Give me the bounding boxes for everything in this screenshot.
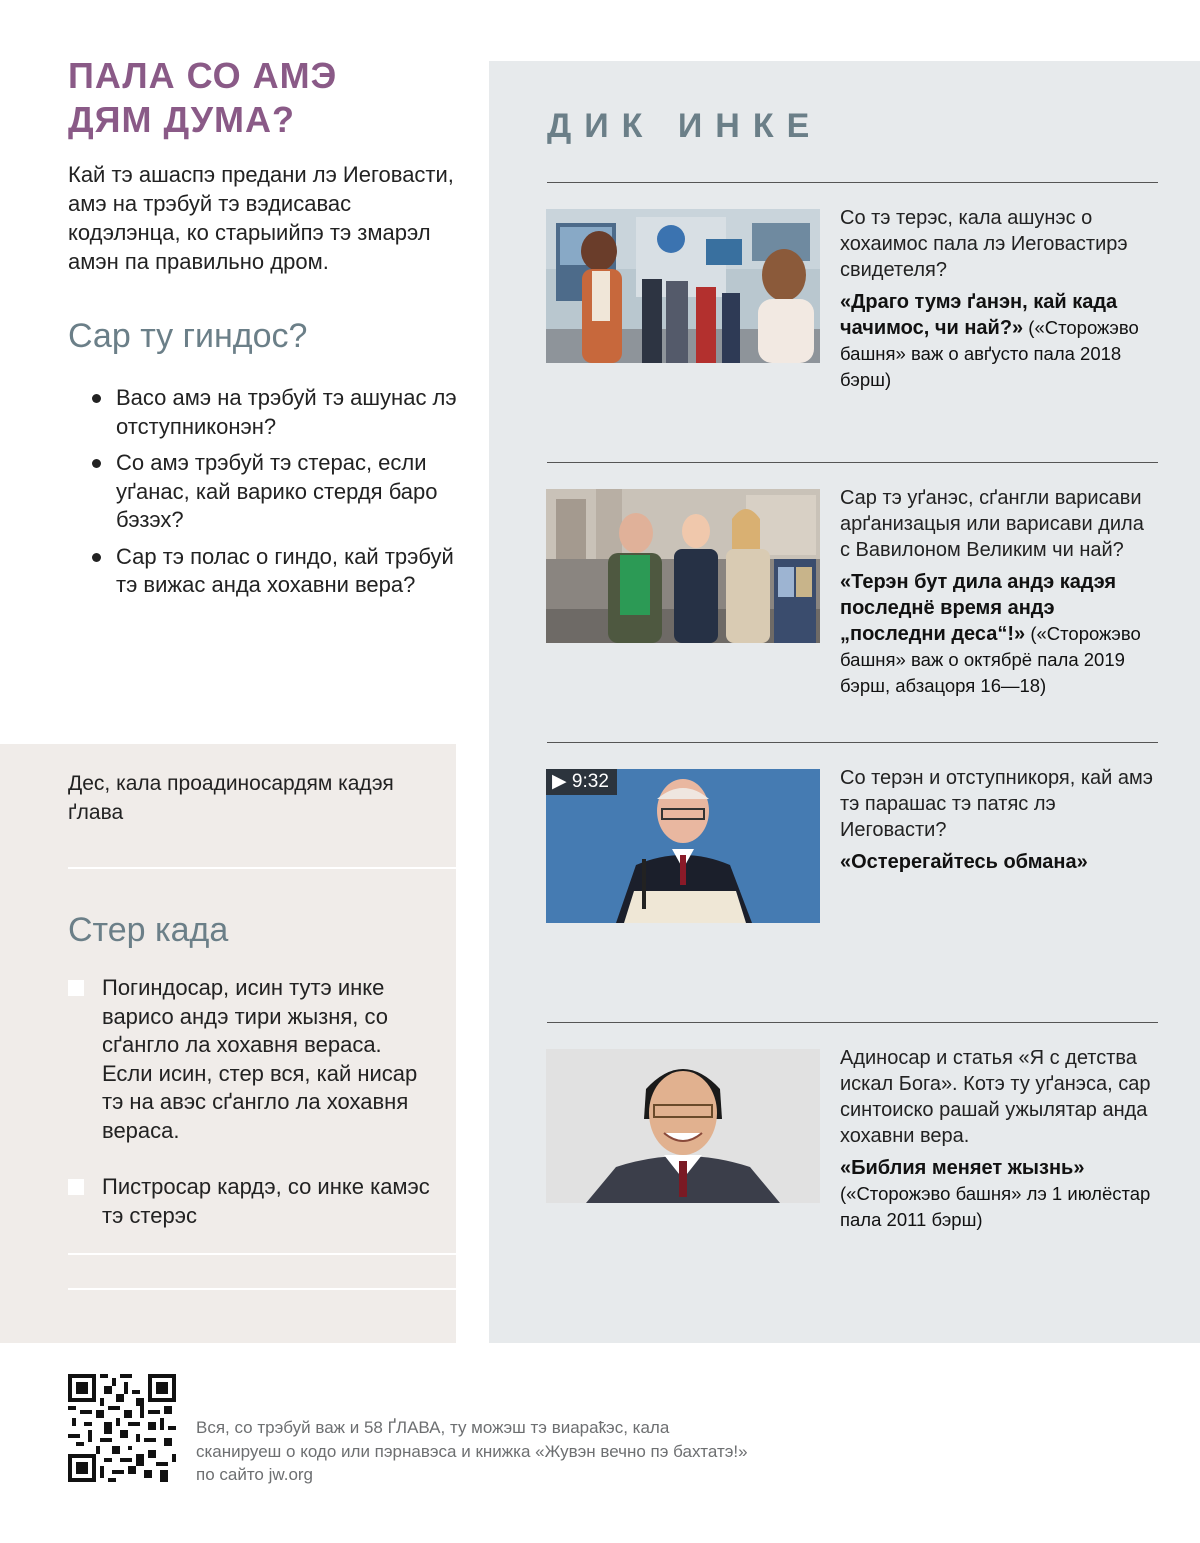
summary-title-line1: ПАЛА СО АМЭ [68, 55, 338, 96]
article-image-news-street[interactable] [546, 209, 820, 363]
entry-question: Со тэ терэс, кала ашунэс о хохаимос пала лэ Иеговастирэ свидетеля? [840, 207, 1128, 281]
play-icon: ▶ [552, 771, 567, 792]
article-image-witnessing-cart[interactable] [546, 489, 820, 643]
further-entry [840, 1045, 1158, 1233]
questions-list [92, 384, 462, 608]
entry-reference-source: («Сторожэво башня» лэ 1 июлёстар пала 2011 бэрш) [840, 1183, 1151, 1230]
entry-reference-title[interactable]: «Драго тумэ ґанэн, кай када чачимос, чи най?» [840, 291, 1118, 339]
entry-reference-title[interactable]: «Терэн бут дила андэ кадэя последнё время андэ „последни деса“!» [840, 571, 1117, 645]
summary-text: Кай тэ ашаспэ предани лэ Иеговасти, амэ на трэбуй тэ вэдисавас кодэлэнца, ко старыийпэ тэ змарэл амэн па правильно дром. [68, 162, 454, 274]
checkbox-icon[interactable] [68, 980, 84, 996]
divider [547, 182, 1158, 183]
video-duration: 9:32 [571, 771, 609, 792]
entry-reference[interactable] [840, 289, 1158, 393]
article-image-portrait[interactable] [546, 1049, 820, 1203]
entry-reference[interactable] [840, 849, 1158, 875]
video-thumbnail[interactable] [546, 769, 820, 923]
entry-reference-source: («Сторожэво башня» важ о октябрё пала 2019 бэрш, абзацоря 16—18) [840, 623, 1141, 696]
todo-item: Пистросар кардэ, со инке камэс тэ стерэс [68, 1173, 438, 1230]
date-read-caption: Дес, кала проадиносардям кадэя ґлава [68, 772, 394, 824]
entry-question: Со терэн и отступникоря, кай амэ тэ парашас тэ патяс лэ Иеговасти? [840, 767, 1153, 841]
entry-reference-source: («Сторожэво башня» важ о авґусто пала 2018 бэрш) [840, 317, 1139, 390]
todo-item: Погиндосар, исин тутэ инке варисо андэ тири жызня, со сґангло ла хохавня вераса. Если исин, стер вся, кай нисар тэ на авэс сґангло ла хохавня вераса. [68, 974, 438, 1145]
further-entry [840, 205, 1158, 393]
bullet-icon [92, 394, 101, 403]
entry-reference[interactable] [840, 569, 1158, 699]
divider [547, 462, 1158, 463]
further-entry [840, 765, 1158, 875]
video-duration-badge [546, 769, 617, 795]
entry-reference-title[interactable]: «Библия меняет жызнь» [840, 1157, 1085, 1179]
bullet-icon [92, 553, 101, 562]
entry-reference-title[interactable]: «Остерегайтесь обмана» [840, 851, 1088, 873]
question-item: Сар тэ полас о гиндо, кай трэбуй тэ вижас анда хохавни вера? [92, 543, 462, 600]
further-entry [840, 485, 1158, 699]
qr-code[interactable] [68, 1374, 176, 1482]
further-reading-title: ДИК ИНКЕ [547, 107, 823, 145]
entry-question: Сар тэ уґанэс, сґангли варисави арґанизацыя или варисави дила с Вавилоном Великим чи най? [840, 487, 1144, 561]
questions-title: Сар ту гиндос? [68, 317, 308, 355]
summary-title-line2: ДЯМ ДУМА? [68, 99, 295, 140]
divider [547, 742, 1158, 743]
checkbox-icon[interactable] [68, 1179, 84, 1195]
footer-text: Вся, со трэбуй важ и 58 ҐЛАВА, ту можэш тэ виараҟэс, кала сканируеш о кодо или пэрнавэса и книжка «Жувэн вечно пэ бахтатэ!» по сайто jw.org [196, 1418, 748, 1484]
date-line[interactable] [68, 867, 456, 869]
summary-title [68, 54, 448, 142]
entry-reference[interactable] [840, 1155, 1158, 1233]
entry-question: Адиносар и статья «Я с детства искал Бога». Котэ ту уґанэса, сар синтоиско рашай ужылятар анда хохавни вера. [840, 1047, 1151, 1147]
question-item: Васо амэ на трэбуй тэ ашунас лэ отступниконэн? [92, 384, 462, 441]
todo-title: Стер када [68, 911, 229, 949]
todo-write-line[interactable] [68, 1253, 456, 1255]
todo-write-line[interactable] [68, 1288, 456, 1290]
bullet-icon [92, 459, 101, 468]
question-item: Со амэ трэбуй тэ стерас, если уґанас, кай варико стердя баро бэзэх? [92, 449, 462, 535]
divider [547, 1022, 1158, 1023]
